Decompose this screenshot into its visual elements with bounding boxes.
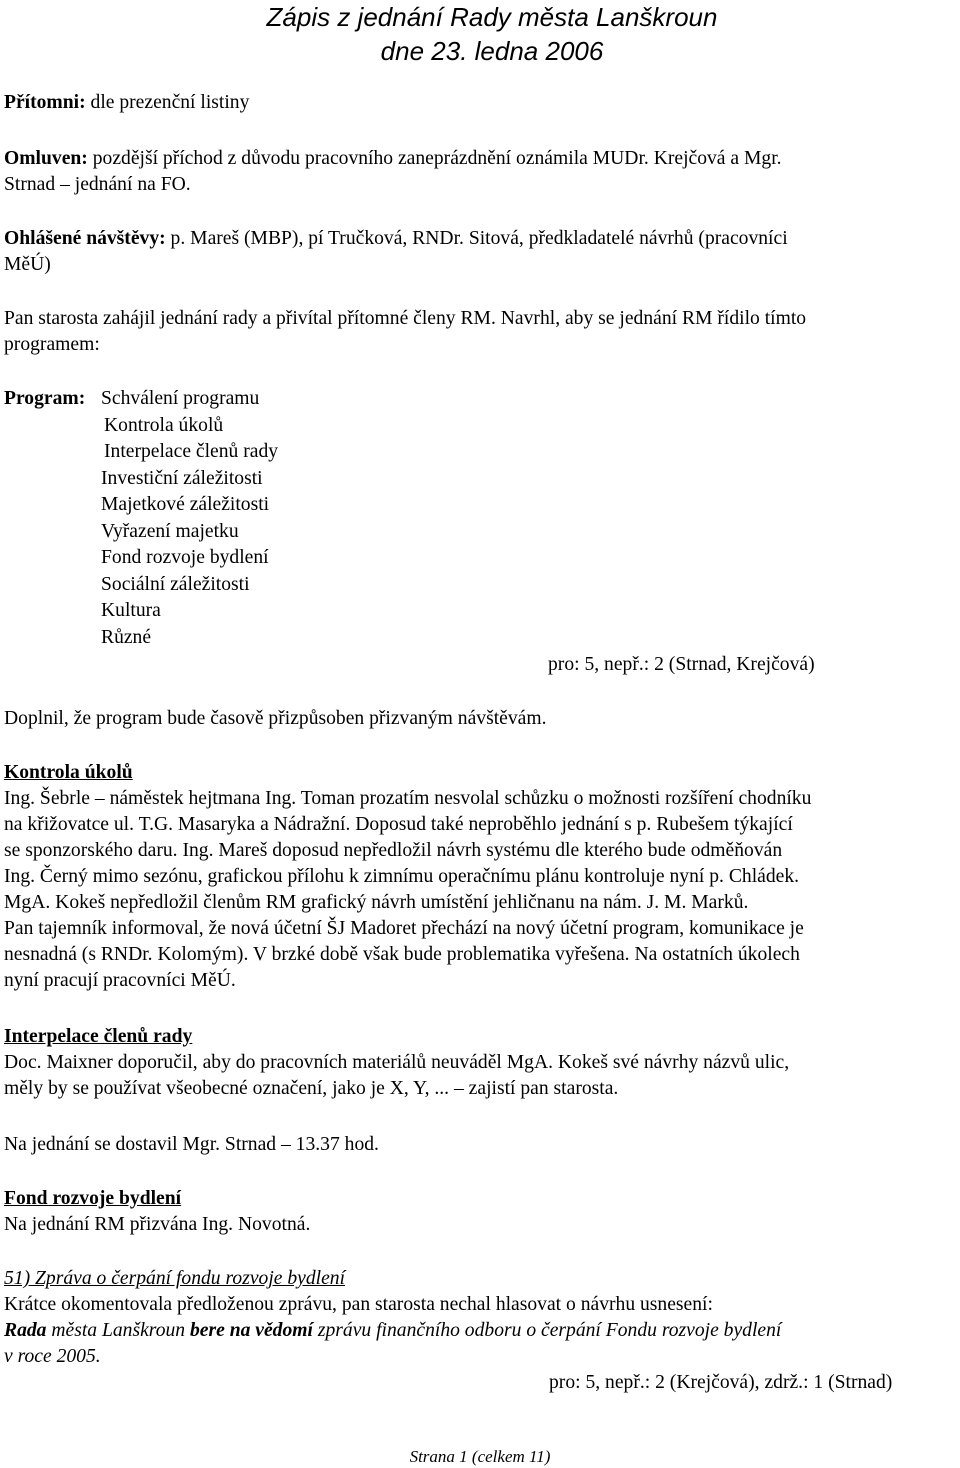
interpellation-heading: Interpelace členů rady [4,1026,193,1047]
visits-line-2: MěÚ) [4,254,51,275]
program-vote: pro: 5, nepř.: 2 (Strnad, Krejčová) [548,654,815,675]
program-item: Sociální záležitosti [101,574,250,595]
excused-text: pozdější příchod z důvodu pracovního zaneprázdnění oznámila MUDr. Krejčová a Mgr. [87,148,782,169]
task-check-line: Ing. Šebrle – náměstek hejtmana Ing. Toman prozatím nesvolal schůzku o možnosti rozšíření chodníku [4,788,812,809]
excused-line-2: Strnad – jednání na FO. [4,174,191,195]
resolution-line-2: v roce 2005. [4,1346,101,1367]
title-line-1: Zápis z jednání Rady města Lanškroun [266,2,718,32]
task-check-line: nesnadná (s RNDr. Kolomým). V brzké době však bude problematika vyřešena. Na ostatních úkolech [4,944,800,965]
task-check-heading: Kontrola úkolů [4,762,133,783]
interpellation-line: měly by se používat všeobecné označení, jako je X, Y, ... – zajistí pan starosta. [4,1078,619,1099]
task-check-line: Pan tajemník informoval, že nová účetní ŠJ Madoret přechází na nový účetní program, komunikace je [4,918,804,939]
program-item: Investiční záležitosti [101,468,263,489]
excused-label: Omluven: [4,148,88,169]
task-check-line: na křižovatce ul. T.G. Masaryka a Nádražní. Doposud také neproběhlo jednání s p. Rubešem týkající [4,814,793,835]
intro-line-2: programem: [4,334,100,355]
program-item: Různé [101,627,152,648]
visits-text: p. Mareš (MBP), pí Tručková, RNDr. Sitová, předkladatelé návrhů (pracovníci [165,228,788,249]
page-footer: Strana 1 (celkem 11) [409,1447,551,1466]
report-heading: 51) Zpráva o čerpání fondu rozvoje bydlení [4,1268,346,1289]
program-item: Majetkové záležitosti [101,494,270,515]
resolution-line-1: Rada města Lanškroun bere na vědomí zprávu finančního odboru o čerpání Fondu rozvoje bydlení [4,1320,782,1341]
program-item: Schválení programu [101,388,260,409]
visits-label: Ohlášené návštěvy: [4,228,166,249]
task-check-line: nyní pracují pracovníci MěÚ. [4,970,236,991]
present-label: Přítomni: [4,92,86,113]
task-check-line: Ing. Černý mimo sezónu, grafickou přílohu k zimnímu operačnímu plánu kontroluje nyní p. Chládek. [4,866,800,887]
program-item: Fond rozvoje bydlení [101,547,269,568]
report-vote: pro: 5, nepř.: 2 (Krejčová), zdrž.: 1 (Strnad) [549,1372,893,1393]
program-item: Interpelace členů rady [104,441,279,462]
document-title [242,0,742,68]
supplement-line: Doplnil, že program bude časově přizpůsoben přizvaným návštěvám. [4,708,547,729]
interpellation-line: Doc. Maixner doporučil, aby do pracovních materiálů neuváděl MgA. Kokeš své návrhy názvů ulic, [4,1052,790,1073]
program-label: Program: [4,388,86,409]
excused-line-1 [4,146,782,172]
program-item: Kultura [101,600,161,621]
present-line [4,90,249,116]
housing-fund-heading: Fond rozvoje bydlení [4,1188,182,1209]
visits-line-1 [4,226,788,252]
report-text: Krátce okomentovala předloženou zprávu, pan starosta nechal hlasovat o návrhu usnesení: [4,1294,713,1315]
present-text: dle prezenční listiny [85,92,250,113]
title-line-2: dne 23. ledna 2006 [380,36,604,66]
intro-line-1: Pan starosta zahájil jednání rady a přivítal přítomné členy RM. Navrhl, aby se jednání RM řídilo tímto [4,308,807,329]
program-item: Kontrola úkolů [104,415,224,436]
task-check-line: se sponzorského daru. Ing. Mareš doposud nepředložil návrh systému dle kterého bude odměňován [4,840,783,861]
housing-fund-text: Na jednání RM přizvána Ing. Novotná. [4,1214,311,1235]
program-item: Vyřazení majetku [101,521,239,542]
arrival-line: Na jednání se dostavil Mgr. Strnad – 13.37 hod. [4,1134,379,1155]
task-check-line: MgA. Kokeš nepředložil členům RM grafický návrh umístění jehličnanu na nám. J. M. Marků. [4,892,749,913]
